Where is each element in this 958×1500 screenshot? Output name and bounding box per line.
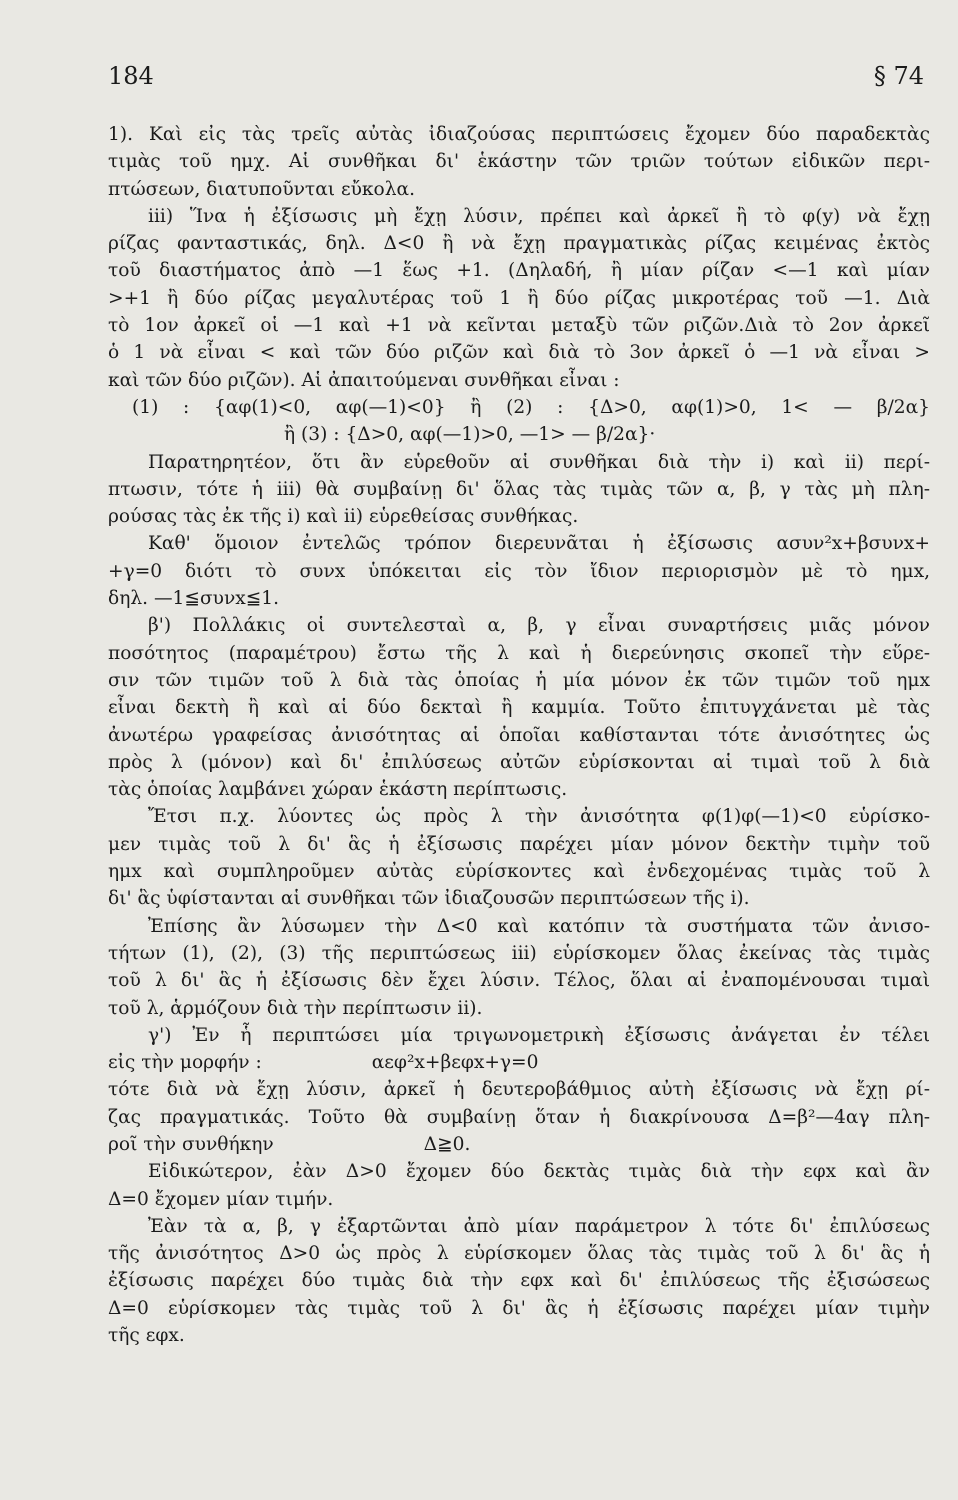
formula-line [108, 1131, 930, 1158]
text-line: δηλ. —1≦συνx≦1. [108, 588, 280, 610]
text-line: τῆς ἀνισότητος Δ>0 ὡς πρὸς λ εὑρίσκομεν ὅλας τὰς τιμὰς τοῦ λ δι' ἃς ἡ [108, 1243, 930, 1265]
text-line: ἀνωτέρω γραφείσας ἀνισότητας αἱ ὁποῖαι καθίστανται τότε ἀνισότητες ὡς [108, 724, 930, 746]
text-line: μεν τιμὰς τοῦ λ δι' ἃς ἡ ἐξίσωσις παρέχει μίαν μόνον δεκτὴν τιμὴν τοῦ [108, 833, 930, 855]
text-line: β') Πολλάκις οἱ συντελεσταὶ α, β, γ εἶναι συναρτήσεις μιᾶς μόνον [148, 615, 930, 637]
text-line: Εἰδικώτερον, ἐὰν Δ>0 ἔχομεν δύο δεκτὰς τιμὰς διὰ τὴν εφx καὶ ἂν [148, 1161, 930, 1183]
text-line: τὸ 1ον ἀρκεῖ οἱ —1 καὶ +1 νὰ κεῖνται μεταξὺ τῶν ριζῶν.Διὰ τὸ 2ον ἀρκεῖ [108, 315, 930, 337]
text-line: Καθ' ὅμοιον ἐντελῶς τρόπον διερευνᾶται ἡ ἐξίσωσις ασυν²x+βσυνx+ [148, 533, 930, 555]
condition-formula-1: (1) : {αφ(1)<0, αφ(—1)<0} ἢ (2) : {Δ>0, αφ(1)>0, 1< — β/2α} [132, 396, 930, 418]
quadratic-formula: αεφ²x+βεφx+γ=0 [371, 1052, 539, 1074]
text-line: Παρατηρητέον, ὅτι ἂν εὑρεθοῦν αἱ συνθῆκαι διὰ τὴν i) καὶ ii) περί- [148, 451, 930, 473]
text-line: >+1 ἢ δύο ρίζας μεγαλυτέρας τοῦ 1 ἢ δύο ρίζας μικροτέρας τοῦ —1. Διὰ [108, 287, 930, 309]
text-line: τιμὰς τοῦ ημχ. Αἱ συνθῆκαι δι' ἑκάστην τῶν τριῶν τούτων εἰδικῶν περι- [108, 151, 930, 173]
text-line: τοῦ λ δι' ἃς ἡ ἐξίσωσις δὲν ἔχει λύσιν. Τέλος, ὅλαι αἱ ἐναπομένουσαι τιμαὶ [108, 970, 930, 992]
text-line: Ἐὰν τὰ α, β, γ ἐξαρτῶνται ἀπὸ μίαν παράμετρον λ τότε δι' ἐπιλύσεως [148, 1215, 930, 1237]
text-line: δι' ἃς ὑφίστανται αἱ συνθῆκαι τῶν ἰδιαζουσῶν περιπτώσεων τῆς i). [108, 888, 750, 910]
text-line: ρούσας τὰς ἐκ τῆς i) καὶ ii) εὑρεθείσας συνθήκας. [108, 506, 579, 528]
text-line: καὶ τῶν δύο ριζῶν). Αἱ ἀπαιτούμεναι συνθῆκαι εἶναι : [108, 369, 620, 391]
text-line: Δ=0 ἔχομεν μίαν τιμήν. [108, 1188, 334, 1210]
text-line: 1). Καὶ εἰς τὰς τρεῖς αὐτὰς ἰδιαζούσας περιπτώσεις ἔχομεν δύο παραδεκτὰς [108, 124, 930, 145]
text-fragment: εἰς τὴν μορφήν : [108, 1052, 262, 1074]
text-line: γ') Ἐν ἧ περιπτώσει μία τριγωνομετρικὴ ἐξίσωσις ἀνάγεται ἐν τέλει [148, 1024, 930, 1046]
text-line: Δ=0 εὑρίσκομεν τὰς τιμὰς τοῦ λ δι' ἃς ἡ ἐξίσωσις παρέχει μίαν τιμὴν [108, 1297, 930, 1319]
text-line: Ἐπίσης ἂν λύσωμεν τὴν Δ<0 καὶ κατόπιν τὰ συστήματα τῶν ἀνισο- [148, 915, 930, 937]
text-line: τοῦ διαστήματος ἀπὸ —1 ἕως +1. (Δηλαδή, ἢ μίαν ρίζαν <—1 καὶ μίαν [108, 260, 930, 282]
text-line: ρίζας φανταστικάς, δηλ. Δ<0 ἢ νὰ ἔχῃ πραγματικὰς ρίζας κειμένας ἐκτὸς [108, 233, 930, 255]
text-line: +γ=0 διότι τὸ συνx ὑπόκειται εἰς τὸν ἴδιον περιορισμὸν μὲ τὸ ημx, [108, 560, 930, 582]
text-line: ποσότητος (παραμέτρου) ἔστω τῆς λ καὶ ἡ διερεύνησις σκοπεῖ τὴν εὕρε- [108, 642, 930, 664]
text-line: πτώσεων, διατυποῦνται εὔκολα. [108, 178, 415, 200]
text-line: σιν τῶν τιμῶν τοῦ λ διὰ τὰς ὁποίας ἡ μία μόνον ἐκ τῶν τιμῶν τοῦ ημx [108, 669, 930, 691]
condition-formula-2: ἢ (3) : {Δ>0, αφ(—1)>0, —1> — β/2α}· [284, 424, 656, 446]
text-line: τῆς εφx. [108, 1325, 185, 1347]
text-line: τὰς ὁποίας λαμβάνει χώραν ἑκάστη περίπτωσις. [108, 779, 568, 801]
text-line: τότε διὰ νὰ ἔχῃ λύσιν, ἀρκεῖ ἡ δευτεροβάθμιος αὐτὴ ἐξίσωσις νὰ ἔχῃ ρί- [108, 1079, 930, 1101]
text-line: Ἔτσι π.χ. λύοντες ὡς πρὸς λ τὴν ἀνισότητα φ(1)φ(—1)<0 εὑρίσκο- [148, 806, 930, 828]
text-line: τοῦ λ, ἁρμόζουν διὰ τὴν περίπτωσιν ii). [108, 997, 483, 1019]
text-line: πτωσιν, τότε ἡ iii) θὰ συμβαίνῃ δι' ὅλας τὰς τιμὰς τῶν α, β, γ τὰς μὴ πλη- [108, 478, 930, 500]
discriminant-condition: Δ≧0. [423, 1133, 471, 1155]
text-line: τήτων (1), (2), (3) τῆς περιπτώσεως iii) εὑρίσκομεν ὅλας ἐκείνας τὰς τιμὰς [108, 942, 930, 964]
text-line: εἶναι δεκτὴ ἢ καὶ αἱ δύο δεκταὶ ἢ καμμία. Τοῦτο ἐπιτυγχάνεται μὲ τὰς [108, 697, 930, 719]
page-header [108, 62, 924, 98]
page-number: 184 [108, 62, 154, 90]
text-fragment: ροῖ τὴν συνθήκην [108, 1133, 274, 1155]
text-line: ημx καὶ συμπληροῦμεν αὐτὰς εὑρίσκοντες καὶ ἐνδεχομένας τιμὰς τοῦ λ [108, 861, 930, 883]
text-line: ἐξίσωσις παρέχει δύο τιμὰς διὰ τὴν εφx καὶ δι' ἐπιλύσεως τῆς ἐξισώσεως [108, 1270, 930, 1292]
page-body [108, 121, 930, 1349]
section-number: § 74 [873, 62, 924, 90]
text-line: iii) Ἵνα ἡ ἐξίσωσις μὴ ἔχῃ λύσιν, πρέπει καὶ ἀρκεῖ ἢ τὸ φ(y) νὰ ἔχῃ [148, 205, 930, 227]
text-line: πρὸς λ (μόνον) καὶ δι' ἐπιλύσεως αὐτῶν εὑρίσκονται αἱ τιμαὶ τοῦ λ διὰ [108, 751, 930, 773]
text-line: ζας πραγματικάς. Τοῦτο θὰ συμβαίνῃ ὅταν ἡ διακρίνουσα Δ=β²—4αγ πλη- [108, 1106, 930, 1128]
text-line: ὁ 1 νὰ εἶναι < καὶ τῶν δύο ριζῶν καὶ διὰ τὸ 3ον ἀρκεῖ ὁ —1 νὰ εἶναι > [108, 342, 930, 364]
formula-line [108, 1049, 930, 1076]
